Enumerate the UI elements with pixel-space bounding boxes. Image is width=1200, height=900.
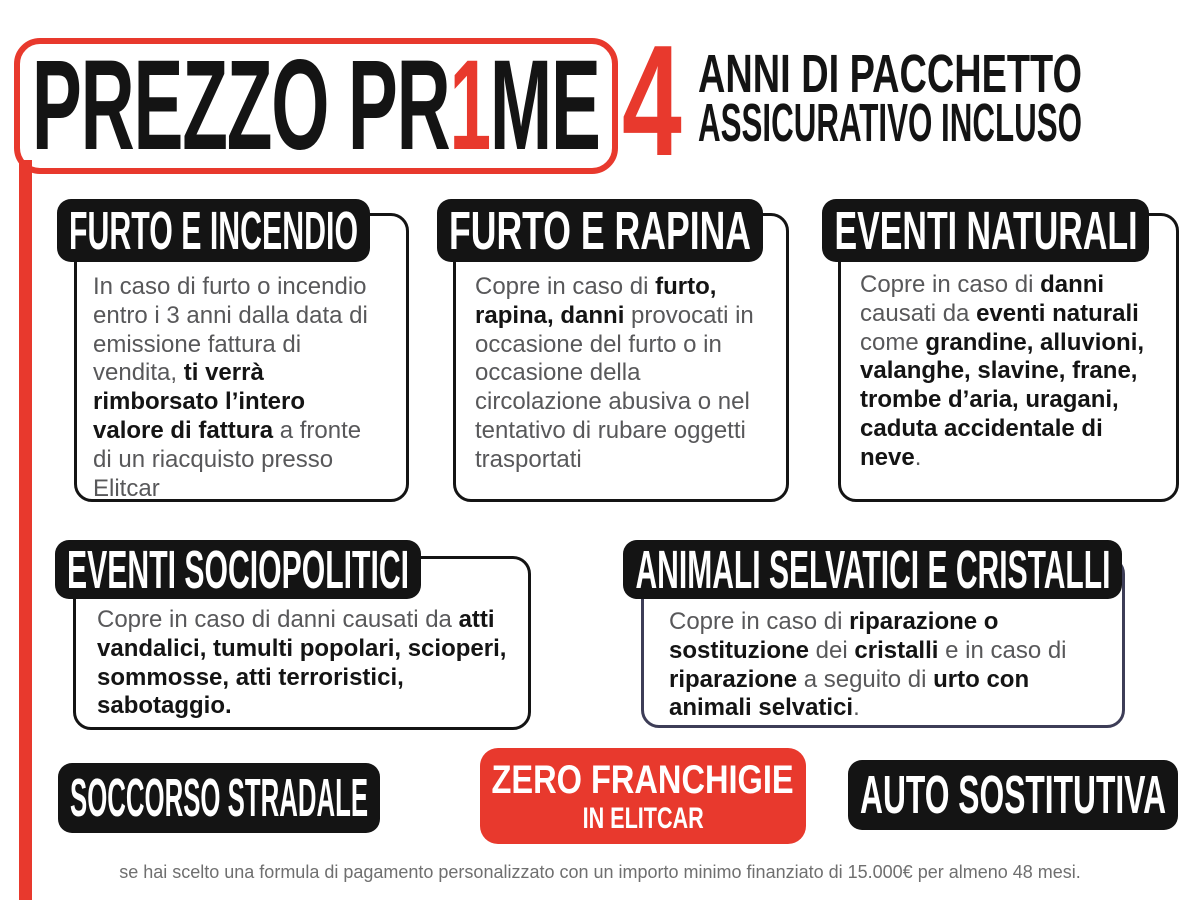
subtitle-line-2-wrap (698, 93, 1106, 153)
badge-zero-franchigie (480, 748, 806, 844)
page-title (32, 34, 600, 177)
card-title: ANIMALI SELVATICI E CRISTALLI (635, 539, 1110, 600)
big-number-4 (622, 13, 710, 189)
card-body: Copre in caso di riparazione o sostituzione dei cristalli e in caso di riparazione a seguito di urto con animali selvatici. (669, 608, 1067, 722)
card-title-badge (822, 199, 1149, 262)
badge-soccorso-stradale (58, 763, 380, 833)
card-title: EVENTI SOCIOPOLITICI (66, 539, 410, 600)
badge-auto-sostitutiva (848, 760, 1178, 830)
subtitle-line-1: ANNI DI PACCHETTO (698, 44, 1083, 104)
card-title-badge (437, 199, 763, 262)
card-title: EVENTI NATURALI (834, 200, 1137, 261)
badge-soccorso-label: SOCCORSO STRADALE (69, 768, 369, 828)
title-box (14, 34, 618, 177)
card-title: FURTO E RAPINA (448, 200, 752, 261)
footer-note: se hai scelto una formula di pagamento personalizzato con un importo minimo finanziato di 15.000€ per almeno 48 mesi. (119, 862, 1081, 882)
card-title-badge (623, 540, 1122, 599)
card-title-badge (57, 199, 370, 262)
card-furto-e-rapina (437, 199, 789, 503)
title-text-post: ME (490, 34, 600, 177)
card-eventi-naturali (820, 199, 1176, 503)
card-title-badge (55, 540, 421, 599)
red-accent-line (19, 160, 32, 900)
card-body: Copre in caso di danni causati da eventi naturali come grandine, alluvioni, valanghe, slavine, frane, trombe d’aria, uragani, caduta accidentale di neve. (860, 271, 1145, 471)
card-body: Copre in caso di danni causati da atti vandalici, tumulti popolari, scioperi, sommosse, atti terroristici, sabotaggio. (97, 606, 507, 720)
subtitle-line-2: ASSICURATIVO INCLUSO (698, 93, 1083, 153)
badge-auto-label: AUTO SOSTITUTIVA (860, 765, 1167, 825)
card-body: Copre in caso di furto, rapina, danni provocati in occasione del furto o in occasione della circolazione abusiva o nel tentativo di rubare oggetti trasportati (475, 273, 754, 473)
title-text-pre: PREZZO PR (32, 34, 450, 177)
card-eventi-sociopolitici (55, 540, 533, 732)
badge-zero-line-1: ZERO FRANCHIGIE (491, 758, 795, 802)
header-subtitle (698, 44, 1106, 153)
card-furto-e-incendio (57, 199, 409, 503)
subtitle-line-1-wrap (698, 44, 1106, 104)
title-red-digit: 1 (449, 34, 491, 177)
big-number-glyph: 4 (622, 13, 682, 189)
badge-zero-line-2: IN ELITCAR (582, 802, 704, 835)
card-title: FURTO E INCENDIO (68, 200, 359, 261)
card-animali-selvatici-e-cristalli (621, 540, 1125, 730)
card-body: In caso di furto o incendio entro i 3 anni dalla data di emissione fattura di vendita, ti verrà rimborsato l’intero valore di fattura a fronte di un riacquisto presso Elitcar (93, 273, 368, 502)
